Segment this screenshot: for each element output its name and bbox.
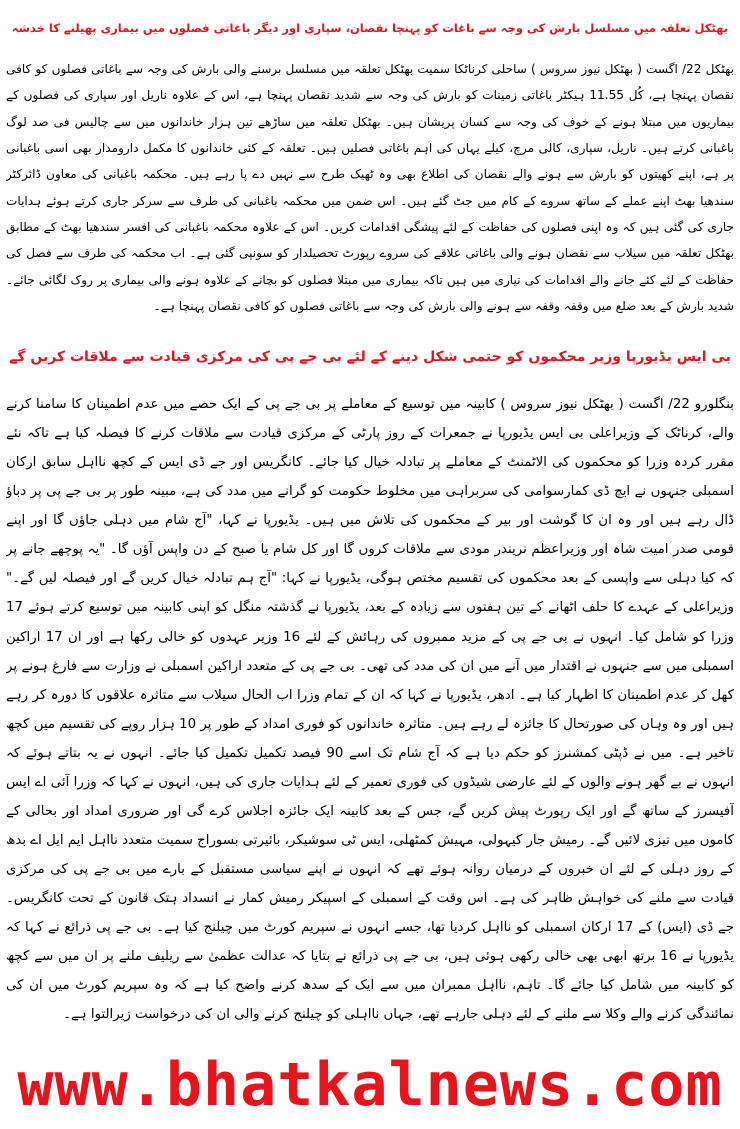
story2-headline: بی ایس یڈیورپا وزیر محکموں کو حتمی شکل دینے کے لئے بی جے پی کی مرکزی قیادت سے ملاقات کریں گے [9,349,731,365]
story1-body [6,56,734,324]
story2-body [6,390,734,1030]
site-url-footer[interactable]: www.bhatkalnews.com [17,1050,723,1120]
story2-paragraph: بنگلورو 22/ اگست ( بھٹکل نیوز سروس ) کابینہ میں توسیع کے معاملے پر بی جے پی کے ایک حصے میں عدم اطمینان کا سامنا کرنے والے، کرناٹک کے وزیراعلی بی ایس یڈیورپا نے جمعرات کے روز پارٹی کے مرکزی قیادت سے ملاقات کرنے کا فیصلہ کیا ہے تاکہ نئے مقرر کردہ وزرا کو محکموں کی الاٹمنٹ کے معاملے پر تبادلہ خیال کیا جائے۔ کانگریس اور جے ڈی ایس کے کچھ نااہل سابق ارکان اسمبلی جنہوں نے ایچ ڈی کمارسوامی کی سربراہی میں مخلوط حکومت کو گرانے میں مدد کی ہے، مبینہ طور پر بی جے پی پر دباؤ ڈال رہے ہیں اور وہ ان کا گوشت اور بیر کے محکموں کی تلاش میں ہیں۔ یڈیورپا نے کہا، "آج شام میں دہلی جاؤں گا اور اپنے قومی صدر امیت شاہ اور وزیراعظم نریندر مودی سے ملاقات کروں گا اور کل شام یا صبح کے دن واپس آؤں گا۔ "یہ پوچھے جانے پر کہ کیا دہلی سے واپسی کے بعد محکموں کی تقسیم مختص ہوگی، یڈیورپا نے کہا: "آج ہم تبادلہ خیال کریں گے اور فیصلہ لیں گے۔" وزیراعلی کے عہدے کا حلف اٹھانے کے تین ہفتوں سے زیادہ کے بعد، یڈیورپا نے گذشتہ منگل کو اپنی کابینہ میں توسیع کرتے ہوئے 17 وزرا کو شامل کیا۔ انہوں نے بی جے پی کے مزید ممبروں کی رہائش کے لئے 16 وزیر عہدوں کو خالی رکھا ہے اور ان 17 اراکین اسمبلی میں سے جنہوں نے اقتدار میں آنے میں ان کی مدد کی تھی۔ بی جے پی کے متعدد اراکین اسمبلی نے وزارت سے فارغ ہونے پر کھل کر عدم اطمینان کا اظہار کیا ہے۔ ادھر، یڈیورپا نے کہا کہ ان کے تمام وزرا اب الحال سیلاب سے متاثرہ علاقوں کا دورہ کر رہے ہیں اور وہ وہاں کی صورتحال کا جائزہ لے رہے ہیں۔ متاثرہ خاندانوں کو فوری امداد کے طور پر 10 ہزار روپے کی تقسیم میں کچھ تاخیر ہے۔ میں نے ڈپٹی کمشنرز کو حکم دیا ہے کہ آج شام تک اسے 90 فیصد تکمیل تکمیل کیا جائے۔ انہوں نے یہ بتاتے ہوئے کہ انہوں نے بے گھر ہونے والوں کے لئے عارضی شیڈوں کی فوری تعمیر کے لئے ہدایات جاری کی ہیں، انہوں نے کہا کہ وزرا آئی اے ایس آفیسرز کے ساتھ گے اور ایک رپورٹ پیش کریں گے، جس کے بعد کابینہ ایک جائزہ اجلاس کرے گی اور ضروری امداد اور بحالی کے کاموں میں تیزی لائیں گے۔ رمیش جار کیہولی، مہیش کمٹھلی، ایس ٹی سوشیکر، بائیرتی بسوراج سمیت متعدد نااہل ایم ایل اے بدھ کے روز دہلی کے لئے ان خبروں کے درمیان روانہ ہوئے تھے کہ انہوں نے اپنے سیاسی مستقبل کے بارے میں بی جے پی کی مرکزی قیادت سے ملنے کی خواہش ظاہر کی ہے۔ اس وقت کے اسمبلی کے اسپیکر رمیش کمار نے انسداد ہتک قانون کے تحت کانگریس۔ جے ڈی (ایس) کے 17 ارکان اسمبلی کو نااہل کردیا تھا، جسے انہوں نے سپریم کورٹ میں چیلنج کیا ہے۔ بی جے پی ذرائع نے کہا کہ یڈیورپا نے 16 برتھ ابھی بھی خالی رکھی ہوئی ہیں، بی جے پی ذرائع نے بتایا کہ عدالت عظمیٰ سے ریلیف ملنے پر ان میں سے کچھ کو کابینہ میں شامل کیا جائے گا۔ تاہم، نااہل ممبران میں سے ایک کے سدھ کرنے واضح کیا ہے کہ وہ سپریم کورٹ میں ان کی نمائندگی کرنے والے وکلا سے ملنے کے لئے دہلی جارہے تھے، جہاں نااہلی کو چیلنج کرنے والی ان کی درخواست زیرالتوا ہے۔ [6,397,734,1023]
story1-paragraph: بھٹکل 22/ اگست ( بھٹکل نیوز سروس ) ساحلی کرناٹکا سمیت بھٹکل تعلقہ میں مسلسل برسنے والی بارش کی وجہ سے باغاتی فصلوں کو کافی نقصان پہنچا ہے، کُل 11.55 ہیکٹر باغاتی زمینات کو بارش کی وجہ سے شدید نقصان پہنچا ہے، اس کے علاوہ ناریل اور سپاری کی فصلوں کے بیماریوں میں مبتلا ہونے کے خوف کی وجہ سے کسان پریشان ہیں۔ بھٹکل تعلقہ میں ساڑھے تین ہزار خاندانوں میں سے چالیس فی صد لوگ باغبانی کرتے ہیں۔ ناریل، سپاری، کالی مرچ، کیلے یہاں کی اہم باغاتی فصلیں ہیں۔ تعلقہ کے کئی خاندانوں کا مکمل دارومدار بھی اسی باغبانی پر ہے، اپنے کھیتوں کو بارش سے ہونے والے نقصان کی اطلاع بھی وہ ٹھیک طرح سے نہیں دے پا رہے ہیں۔ محکمہ باغبانی کی معاون ڈائرکٹر سندھیا بھٹ اپنے عملے کے ساتھ سروے کے کام میں جٹ گئے ہیں۔ اس ضمن میں محکمہ باغبانی کی طرف سے سرکر جاری کرتے ہوئے ہدایات جاری کی گئی ہیں کہ وہ اپنی فصلوں کی حفاظت کے لئے پیشگی اقدامات کریں۔ اس کے علاوہ محکمہ باغبانی کی افسر سندھیا بھٹ کے مطابق بھٹکل تعلقہ میں سیلاب سے نقصان ہونے والی باغاتی علاقے کی سروے رپورٹ تحصیلدار کو سونپی گئی ہے۔ اب محکمہ کی طرف سے فصل کی حفاظت کے لئے کئے جانے والے اقدامات کی تیاری میں ہیں تاکہ بیماری میں مبتلا فصلوں کو بچانے کے علاوہ ہونے والی بیماری پر روک لگائی جائے۔ شدید بارش کے بعد ضلع میں وقفہ وقفہ سے ہونے والی بارش کی وجہ سے باغاتی فصلوں کو کافی نقصان پہنچا ہے۔ [6,62,734,313]
story1-headline: بھٹکل تعلقہ میں مسلسل بارش کی وجہ سے باغات کو پہنچا نقصان، سپاری اور دیگر باغاتی فصلوں میں بیماری پھیلنے کا خدشہ [11,21,729,35]
